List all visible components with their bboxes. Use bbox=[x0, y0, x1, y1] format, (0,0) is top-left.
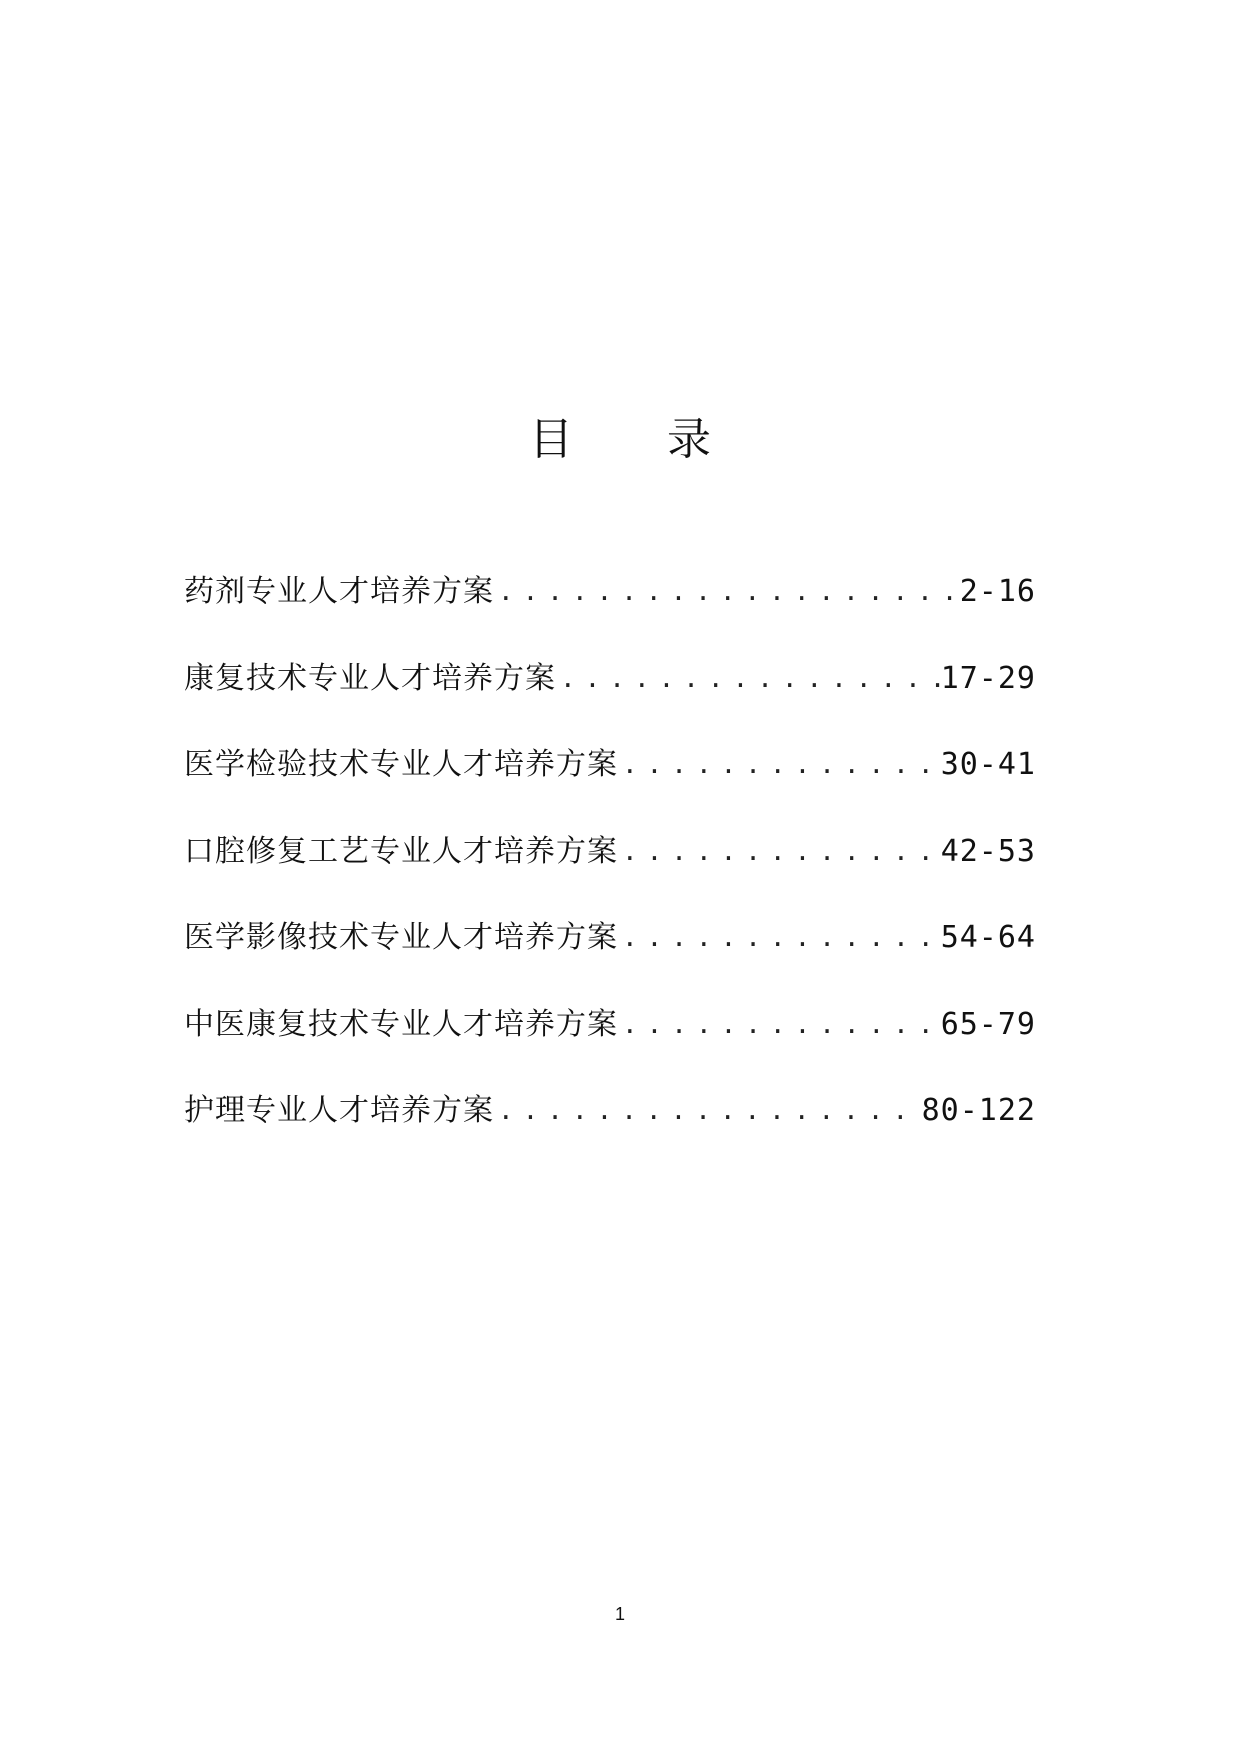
toc-entry-pages: 65-79 bbox=[940, 1006, 1036, 1042]
toc-entry-pages: 80-122 bbox=[921, 1093, 1036, 1128]
toc-entry-dental[interactable] bbox=[184, 826, 1036, 878]
dot-leader bbox=[618, 999, 941, 1051]
dot-leader bbox=[618, 826, 941, 878]
toc-entry-pages: 42-53 bbox=[940, 833, 1036, 869]
toc-entry-tcm-rehabilitation[interactable] bbox=[184, 999, 1036, 1051]
toc-entry-label: 口腔修复工艺专业人才培养方案 bbox=[184, 833, 618, 869]
toc-entry-label: 康复技术专业人才培养方案 bbox=[184, 660, 556, 696]
toc-entry-medical-imaging[interactable] bbox=[184, 912, 1036, 964]
toc-entry-pages: 30-41 bbox=[940, 747, 1036, 782]
toc-entry-label: 药剂专业人才培养方案 bbox=[184, 574, 494, 609]
toc-entry-pages: 2-16 bbox=[959, 574, 1036, 609]
dot-leader bbox=[494, 1085, 922, 1137]
dot-leader bbox=[618, 912, 941, 964]
toc-entry-label: 医学影像技术专业人才培养方案 bbox=[184, 920, 618, 955]
toc-entry-pharmacy[interactable] bbox=[184, 566, 1036, 618]
toc-entry-pages: 17-29 bbox=[940, 660, 1036, 696]
toc-entry-label: 医学检验技术专业人才培养方案 bbox=[184, 747, 618, 782]
page-title: 目 录 bbox=[529, 414, 751, 465]
toc-entry-medical-lab[interactable] bbox=[184, 739, 1036, 791]
toc-entry-label: 护理专业人才培养方案 bbox=[184, 1093, 494, 1128]
toc-entry-label: 中医康复技术专业人才培养方案 bbox=[184, 1006, 618, 1042]
dot-leader bbox=[618, 739, 941, 791]
toc-entry-nursing[interactable] bbox=[184, 1085, 1036, 1137]
dot-leader bbox=[494, 566, 960, 618]
table-of-contents bbox=[184, 566, 1036, 1172]
toc-entry-pages: 54-64 bbox=[940, 920, 1036, 955]
toc-entry-rehabilitation[interactable] bbox=[184, 653, 1036, 705]
page-number: 1 bbox=[614, 1604, 625, 1624]
dot-leader bbox=[556, 653, 941, 705]
